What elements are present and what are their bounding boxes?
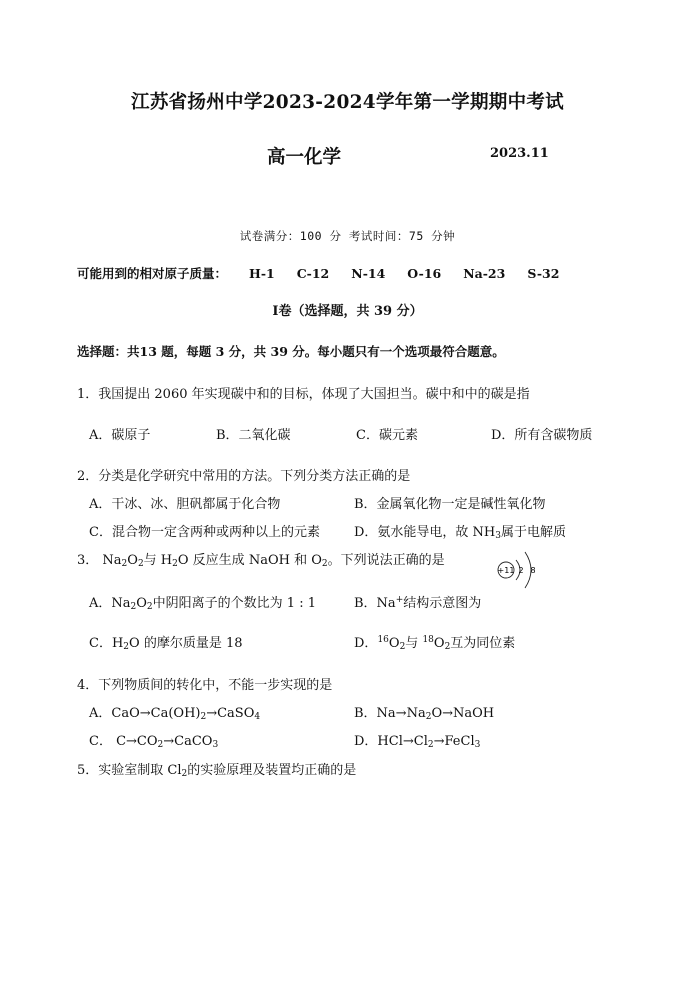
q4-option-c: C． $C\to CO_2\to CaCO_3$ [89,734,219,750]
nucleus-label: +11 [497,566,515,575]
shell-1-count: 2 [518,566,524,575]
q4-stem: 4．下列物质间的转化中，不能一步实现的是 [77,678,333,693]
q3-option-d: D．$^{16}O_2$与 $^{18}O_2$互为同位素 [354,635,516,652]
instructions: 选择题：共13 题，每题 3 分，共 39 分。每小题只有一个选项最符合题意。 [77,344,505,359]
exam-date: 2023.11 [490,146,549,161]
q1-option-b: B．二氧化碳 [216,428,291,443]
q1-stem: 1．我国提出 2060 年实现碳中和的目标，体现了大国担当。碳中和中的碳是指 [77,387,530,402]
q3-stem: 3． $Na_2O_2$与 $H_2O$ 反应生成 NaOH 和 $O_2$。下列说法正确的是 [77,553,445,569]
subject-title: 高一化学 [267,147,342,168]
q2-stem: 2．分类是化学研究中常用的方法。下列分类方法正确的是 [77,469,411,484]
section-heading: Ⅰ卷（选择题，共 39 分） [272,304,423,319]
mass-h: H-1 [249,266,275,281]
exam-title: 江苏省扬州中学2023-2024学年第一学期期中考试 [131,92,564,113]
atomic-masses-label: 可能用到的相对原子质量： [77,266,228,281]
q4-option-b: B．$Na\to Na_2O\to NaOH$ [354,706,495,722]
q5-stem: 5．实验室制取 $Cl_2$的实验原理及装置均正确的是 [77,763,357,779]
q3-option-a: A．$Na_2O_2$中阴阳离子的个数比为 1 : 1 [89,596,316,612]
mass-na: Na-23 [463,266,506,281]
exam-meta: 试卷满分：100 分 考试时间：75 分钟 [239,229,456,243]
q3-option-c: C．$H_2O$ 的摩尔质量是 18 [89,636,243,652]
q3-option-b: B．Na+结构示意图为 [354,595,482,611]
atomic-masses [77,264,559,282]
q4-option-d: D．$HCl\to Cl_2\to FeCl_3$ [354,734,481,750]
mass-s: S-32 [527,266,560,281]
mass-o: O-16 [407,266,442,281]
mass-n: N-14 [351,266,386,281]
q1-option-c: C．碳元素 [356,428,418,443]
sodium-ion-structure-diagram [496,547,542,589]
q2-option-c: C．混合物一定含两种或两种以上的元素 [89,525,320,540]
mass-c: C-12 [296,266,330,281]
q1-option-a: A．碳原子 [89,428,151,443]
q1-option-d: D．所有含碳物质 [491,428,593,443]
q2-option-d: D．氨水能导电，故 $NH_3$属于电解质 [354,525,567,541]
q2-option-a: A．干冰、冰、胆矾都属于化合物 [89,497,281,512]
q2-option-b: B．金属氧化物一定是碱性氧化物 [354,497,546,512]
shell-2-count: 8 [530,566,536,575]
q4-option-a: A．$CaO\to Ca(OH)_2\to CaSO_4$ [89,706,261,722]
